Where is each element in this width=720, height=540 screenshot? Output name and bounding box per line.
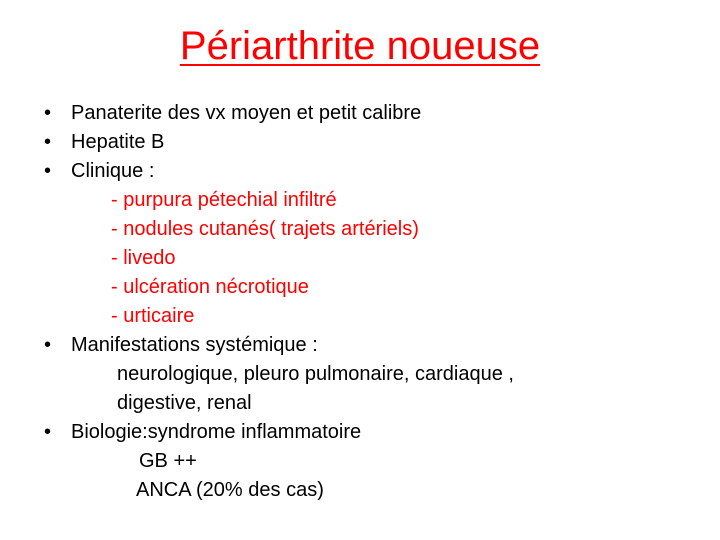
bullet-marker: •: [44, 421, 52, 443]
clinical-sign-nodules: - nodules cutanés( trajets artériels): [111, 218, 419, 240]
clinical-sign-purpura: - purpura pétechial infiltré: [111, 189, 337, 211]
bullet-marker: •: [44, 102, 52, 124]
bullet-marker: •: [44, 160, 52, 182]
manifestations-line-1: neurologique, pleuro pulmonaire, cardiaque ,: [117, 363, 514, 385]
list-item-hepatitis: Hepatite B: [71, 131, 165, 153]
bullet-marker: •: [44, 131, 52, 153]
biologie-anca: ANCA (20% des cas): [136, 479, 324, 501]
list-item-biologie: Biologie:syndrome inflammatoire: [71, 421, 362, 443]
clinical-sign-urticaire: - urticaire: [111, 305, 195, 327]
clinical-sign-ulceration: - ulcération nécrotique: [111, 276, 309, 298]
slide-title: Périarthrite noueuse: [179, 24, 541, 68]
clinical-sign-livedo: - livedo: [111, 247, 176, 269]
bullet-marker: •: [44, 334, 52, 356]
biologie-gb: GB ++: [139, 450, 197, 472]
list-item-manifestations: Manifestations systémique :: [71, 334, 318, 356]
list-item-clinique: Clinique :: [71, 160, 155, 182]
list-item-vessels: Panaterite des vx moyen et petit calibre: [71, 102, 422, 124]
manifestations-line-2: digestive, renal: [117, 392, 252, 414]
